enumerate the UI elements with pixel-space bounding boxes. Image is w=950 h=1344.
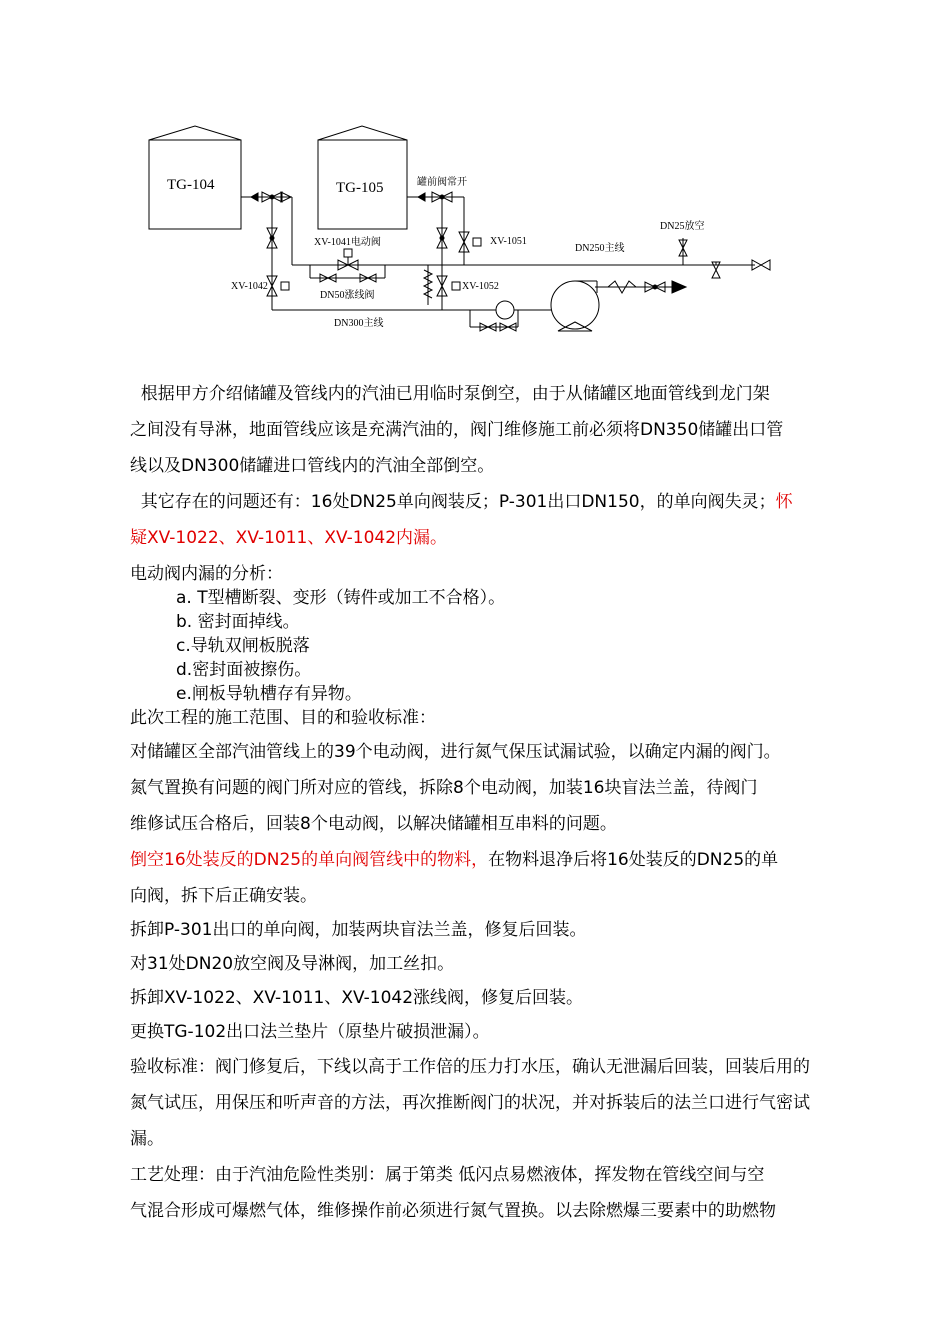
analysis-item-b: b. 密封面掉线。 xyxy=(176,612,300,632)
para2-line1-text: 其它存在的问题还有：16处DN25单向阀装反；P-301出口DN150，的单向阀失灵； xyxy=(130,492,776,512)
pipeline-diagram xyxy=(0,0,950,360)
xv1042-label: XV-1042 xyxy=(231,281,268,292)
scope-title: 此次工程的施工范围、目的和验收标准： xyxy=(130,708,436,728)
scope4: 对31处DN20放空阀及导淋阀，加工丝扣。 xyxy=(130,954,455,974)
scope6: 更换TG-102出口法兰垫片（原垫片破损泄漏）。 xyxy=(130,1022,490,1042)
analysis-item-d: d.密封面被擦伤。 xyxy=(176,660,312,680)
analysis-item-e: e.闸板导轨槽存有异物。 xyxy=(176,684,362,704)
scope1-line3: 维修试压合格后，回装8个电动阀，以解决储罐相互串料的问题。 xyxy=(130,814,617,834)
scope2-line1 xyxy=(130,842,865,878)
tank-valve-label: 罐前阀常开 xyxy=(417,177,467,188)
para1-line3: 线以及DN300储罐进口管线内的汽油全部倒空。 xyxy=(130,456,495,476)
tank-tg105 xyxy=(318,126,407,229)
scope7-line3: 漏。 xyxy=(130,1129,164,1149)
para2-line2: 疑XV-1022、XV-1011、XV-1042内漏。 xyxy=(130,528,448,548)
dn50-label: DN50涨线阀 xyxy=(320,290,375,301)
para2-line1 xyxy=(130,484,865,520)
pump xyxy=(551,281,599,331)
scope2-red: 倒空16处装反的DN25的单向阀管线中的物料， xyxy=(130,850,489,870)
para1-line2: 之间没有导淋，地面管线应该是充满汽油的，阀门维修施工前必须将DN350储罐出口管 xyxy=(130,420,784,440)
analysis-title: 电动阀内漏的分析： xyxy=(130,564,283,584)
dn250-label: DN250主线 xyxy=(575,243,625,254)
scope2-line2: 向阀，拆下后正确安装。 xyxy=(130,886,317,906)
scope8-line1: 工艺处理：由于汽油危险性类别：属于第类 低闪点易燃液体，挥发物在管线空间与空 xyxy=(130,1165,765,1185)
scope8-line2: 气混合形成可爆燃气体，维修操作前必须进行氮气置换。以去除燃爆三要素中的助燃物 xyxy=(130,1201,776,1221)
dn25-label: DN25放空 xyxy=(660,221,705,232)
xv1041-label: XV-1041电动阀 xyxy=(314,237,381,248)
document-body xyxy=(130,376,865,1229)
scope7-line1: 验收标准：阀门修复后，下线以高于工作倍的压力打水压，确认无泄漏后回装，回装后用的 xyxy=(130,1057,810,1077)
scope1-line1: 对储罐区全部汽油管线上的39个电动阀，进行氮气保压试漏试验，以确定内漏的阀门。 xyxy=(130,742,781,762)
tank-tg104-label: TG-104 xyxy=(167,177,215,193)
analysis-item-a: a. T型槽断裂、变形（铸件或加工不合格）。 xyxy=(176,588,506,608)
scope5: 拆卸XV-1022、XV-1011、XV-1042涨线阀，修复后回装。 xyxy=(130,988,584,1008)
scope7-line2: 氮气试压，用保压和听声音的方法，再次推断阀门的状况，并对拆装后的法兰口进行气密试 xyxy=(130,1093,810,1113)
scope3: 拆卸P-301出口的单向阀，加装两块盲法兰盖，修复后回装。 xyxy=(130,920,587,940)
analysis-item-c: c.导轨双闸板脱落 xyxy=(176,636,310,656)
scope2-rest: 在物料退净后将16处装反的DN25的单 xyxy=(488,850,779,870)
para2-line1-red: 怀 xyxy=(775,492,793,512)
xv1051-label: XV-1051 xyxy=(490,236,527,247)
tank-tg105-label: TG-105 xyxy=(336,180,384,196)
para1-line1: 根据甲方介绍储罐及管线内的汽油已用临时泵倒空，由于从储罐区地面管线到龙门架 xyxy=(130,384,770,404)
xv1052-label: XV-1052 xyxy=(462,281,499,292)
dn300-label: DN300主线 xyxy=(334,318,384,329)
scope1-line2: 氮气置换有问题的阀门所对应的管线，拆除8个电动阀，加装16块盲法兰盖，待阀门 xyxy=(130,778,758,798)
